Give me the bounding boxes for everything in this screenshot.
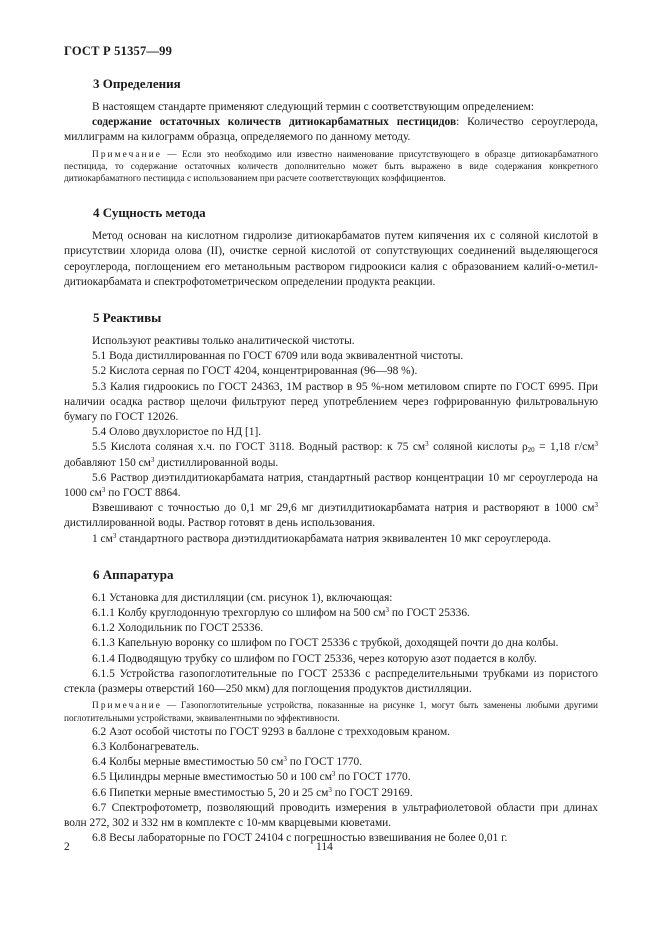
list-item: 5.3 Калия гидроокись по ГОСТ 24363, 1М раствор в 95 %-ном метиловом спирте по ГОСТ 6995. При наличии осадка раствор щелочи фильтруют перед употреблением через гофрированную фильтровальную бумагу по ГОСТ 12026.: [64, 380, 598, 424]
list-item: 6.1.2 Холодильник по ГОСТ 25336.: [92, 622, 264, 635]
note-text: — Если это необходимо или известно наименование присутствующего в образце дитиокарбаматного пестицида, то содержание остаточных количеств дополнительно может быть выражено в виде содержания конкретного дитиокарбаматного пестицида с использованием при расчете соответствующих коэффициентов.: [64, 149, 598, 185]
paragraph: Метод основан на кислотном гидролизе дитиокарбаматов путем кипячения их с соляной кислотой в присутствии хлорида олова (II), очистке серной кислотой от сопутствующих соединений выделяющегося сероуглерода, поглощением его метанольным раствором гидроокиси калия с образованием калий-о-метил-дитиокарбамата и спектрофотометрическом определении продукта реакции.: [64, 230, 598, 288]
definition-text: : Количество сероуглерода, миллиграмм на килограмм образца, определяемого по данному методу.: [64, 116, 599, 144]
paragraph: В настоящем стандарте применяют следующий термин с соответствующим определением:: [92, 101, 535, 113]
list-item: 6.4 Колбы мерные вместимостью 50 $см^3$ по ГОСТ 1770.: [92, 755, 363, 769]
list-item: 6.8 Весы лабораторные по ГОСТ 24104 с погрешностью взвешивания не более 0,01 г.: [92, 832, 508, 845]
section-title: 5 Реактивы: [93, 310, 162, 326]
standard-header: ГОСТ Р 51357—99: [64, 44, 173, 58]
list-item: 6.1.1 Колбу круглодонную трехгорлую со шлифом на 500 $см^3$ по ГОСТ 25336.: [92, 606, 470, 620]
section-apparatus: [64, 567, 598, 846]
document-body: [64, 76, 598, 856]
list-item: 5.4 Олово двухлористое по НД [1].: [92, 426, 262, 439]
list-item: 5.5 Кислота соляная х.ч. по ГОСТ 3118. Водный раствор: к 75 $см^3$ соляной кислоты $\rho_{20} = 1,18$ $г/см^3$ добавляют 150 $см^3$ дистиллированной воды.: [64, 440, 598, 469]
list-item: 6.3 Колбонагреватель.: [92, 740, 200, 753]
list-item: 6.7 Спектрофотометр, позволяющий проводить измерения в ультрафиолетовой области при длинах волн 272, 302 и 332 нм в комплекте с 10-мм кварцевыми кюветами.: [64, 801, 598, 829]
defined-term: содержание остаточных количеств дитиокарбаматных пестицидов: [92, 116, 457, 129]
list-item: 6.2 Азот особой чистоты по ГОСТ 9293 в баллоне с трехходовым краном.: [92, 725, 451, 738]
note: [64, 700, 598, 724]
note-text: — Газопоглотительные устройства, показанные на рисунке 1, могут быть заменены любыми другими поглотительными устройствами, эквивалентными по эффективности.: [64, 701, 598, 724]
list-item: 6.1.3 Капельную воронку со шлифом по ГОСТ 25336 с трубкой, доходящей почти до дна колбы.: [92, 637, 559, 650]
section-definitions: [64, 76, 598, 185]
section-reagents: [64, 310, 598, 547]
paragraph: Взвешивают с точностью до 0,1 мг 29,6 мг диэтилдитиокарбамата натрия и растворяют в 1000 $см^3$ дистиллированной воды. Раствор готовят в день использования.: [64, 501, 598, 530]
section-title: 3 Определения: [93, 76, 181, 91]
note: [64, 149, 598, 186]
sheet-number: 114: [316, 841, 333, 853]
list-item: 6.1.5 Устройства газопоглотительные по ГОСТ 25336 с распределительными трубками из пористого стекла (размеры отверстий 160—250 мкм) для поглощения продуктов дистилляции.: [64, 667, 598, 696]
list-item: 6.1.4 Подводящую трубку со шлифом по ГОСТ 25336, через которую азот подается в колбу.: [92, 652, 537, 665]
definition-paragraph: [64, 115, 598, 145]
list-item: 5.1 Вода дистиллированная по ГОСТ 6709 или вода эквивалентной чистоты.: [92, 350, 464, 363]
section-title: 4 Сущность метода: [93, 205, 206, 221]
page-number: 2: [64, 841, 70, 853]
list-item: 6.1 Установка для дистилляции (см. рисунок 1), включающая:: [92, 591, 393, 604]
list-item: 5.2 Кислота серная по ГОСТ 4204, концентрированная (96—98 %).: [92, 365, 418, 378]
paragraph: 1 $см^3$ стандартного раствора диэтилдитиокарбамата натрия эквивалентен 10 мкг сероуглерода.: [92, 531, 551, 545]
list-item: 6.6 Пипетки мерные вместимостью 5, 20 и 25 $см^3$ по ГОСТ 29169.: [92, 785, 413, 799]
list-item: 5.6 Раствор диэтилдитиокарбамата натрия, стандартный раствор концентрации 10 мг сероуглерода на 1000 $см^3$ по ГОСТ 8864.: [64, 471, 598, 500]
note-label: Примечание: [92, 701, 162, 712]
note-label: Примечание: [92, 149, 162, 160]
section-method-principle: [64, 205, 598, 290]
paragraph: Используют реактивы только аналитической чистоты.: [92, 335, 355, 348]
section-title: 6 Аппаратура: [93, 566, 174, 582]
list-item: 6.5 Цилиндры мерные вместимостью 50 и 100 $см^3$ по ГОСТ 1770.: [92, 770, 411, 784]
